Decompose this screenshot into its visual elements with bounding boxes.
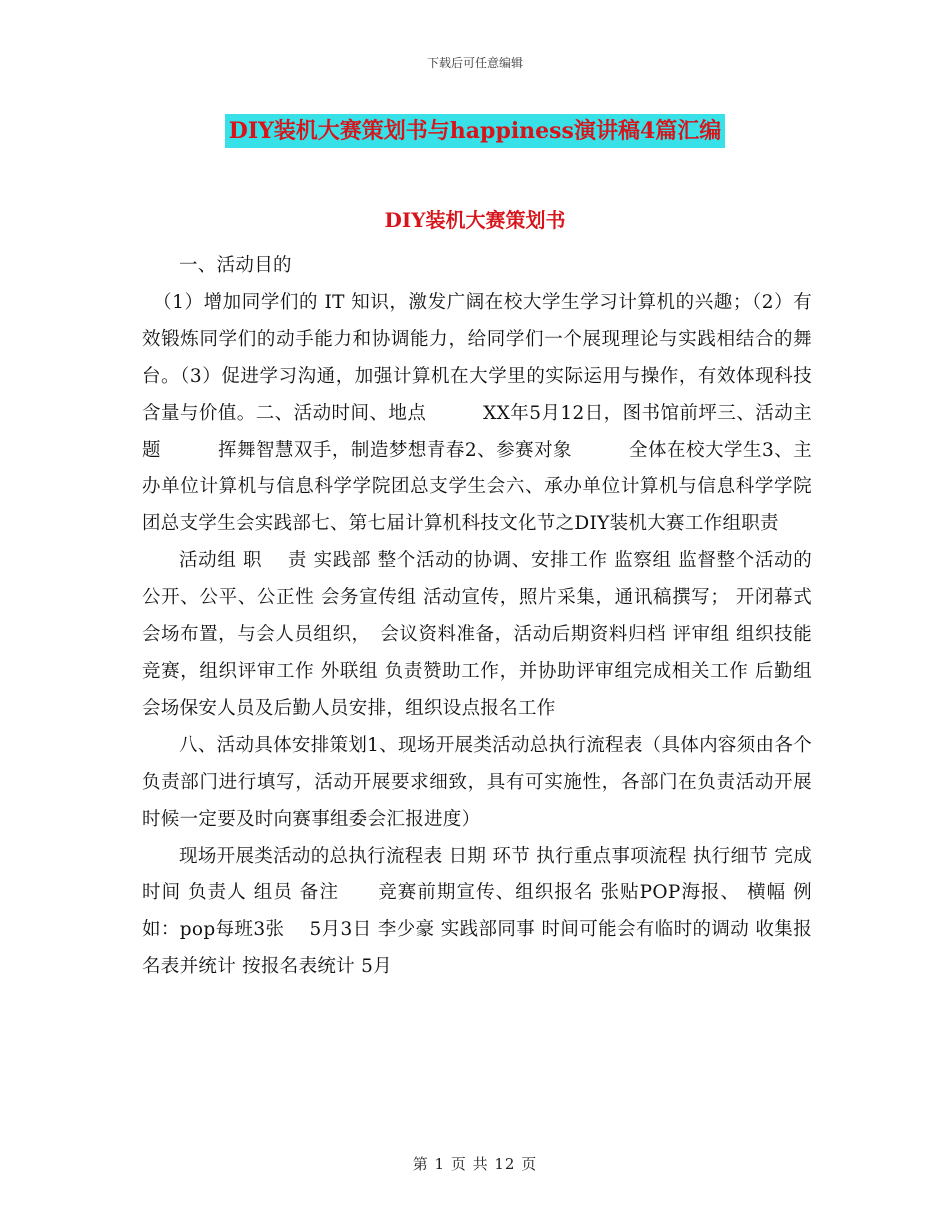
paragraph: 现场开展类活动的总执行流程表 日期 环节 执行重点事项流程 执行细节 完成时间 负责人 组员 备注 竞赛前期宣传、组织报名 张贴POP海报、 横幅 例如：pop每班3张 5月3日 李少豪 实践部同事 时间可能会有临时的调动 收集报名表并统计 按报名表统计 5月 [142,845,812,978]
paragraph: 八、活动具体安排策划1、现场开展类活动总执行流程表（具体内容须由各个负责部门进行填写，活动开展要求细致，具有可实施性，各部门在负责活动开展时候一定要及时向赛事组委会汇报进度） [142,734,812,830]
document-title [0,114,950,148]
paragraph: 活动组 职 责 实践部 整个活动的协调、安排工作 监察组 监督整个活动的公开、公平、公正性 会务宣传组 活动宣传，照片采集，通讯稿撰写； 开闭幕式会场布置，与会人员组织， 会议资料准备，活动后期资料归档 评审组 组织技能竞赛，组织评审工作 外联组 负责赞助工作，并协助评审组完成相关工作 后勤组 会场保安人员及后勤人员安排，组织设点报名工作 [142,550,812,719]
section-title: DIY装机大赛策划书 [384,208,566,232]
document-title-text: DIY装机大赛策划书与happiness演讲稿4篇汇编 [225,114,726,148]
paragraph-heading: 一、活动目的 [179,255,292,276]
page-footer: 第 1 页 共 12 页 [412,1155,538,1173]
page-header: 下载后可任意编辑 [426,56,523,70]
document-body [142,248,812,986]
paragraph: （1）增加同学们的 IT 知识，激发广阔在校大学生学习计算机的兴趣；（2）有效锻炼同学们的动手能力和协调能力，给同学们一个展现理论与实践相结合的舞台。（3）促进学习沟通，加强计算机在大学里的实际运用与操作，有效体现科技含量与价值。二、活动时间、地点 XX年5月12日，图书馆前坪三、活动主题 挥舞智慧双手，制造梦想青春2、参赛对象 全体在校大学生3、主办单位计算机与信息科学学院团总支学生会六、承办单位计算机与信息科学学院团总支学生会实践部七、第七届计算机科技文化节之DIY装机大赛工作组职责 [142,291,812,535]
